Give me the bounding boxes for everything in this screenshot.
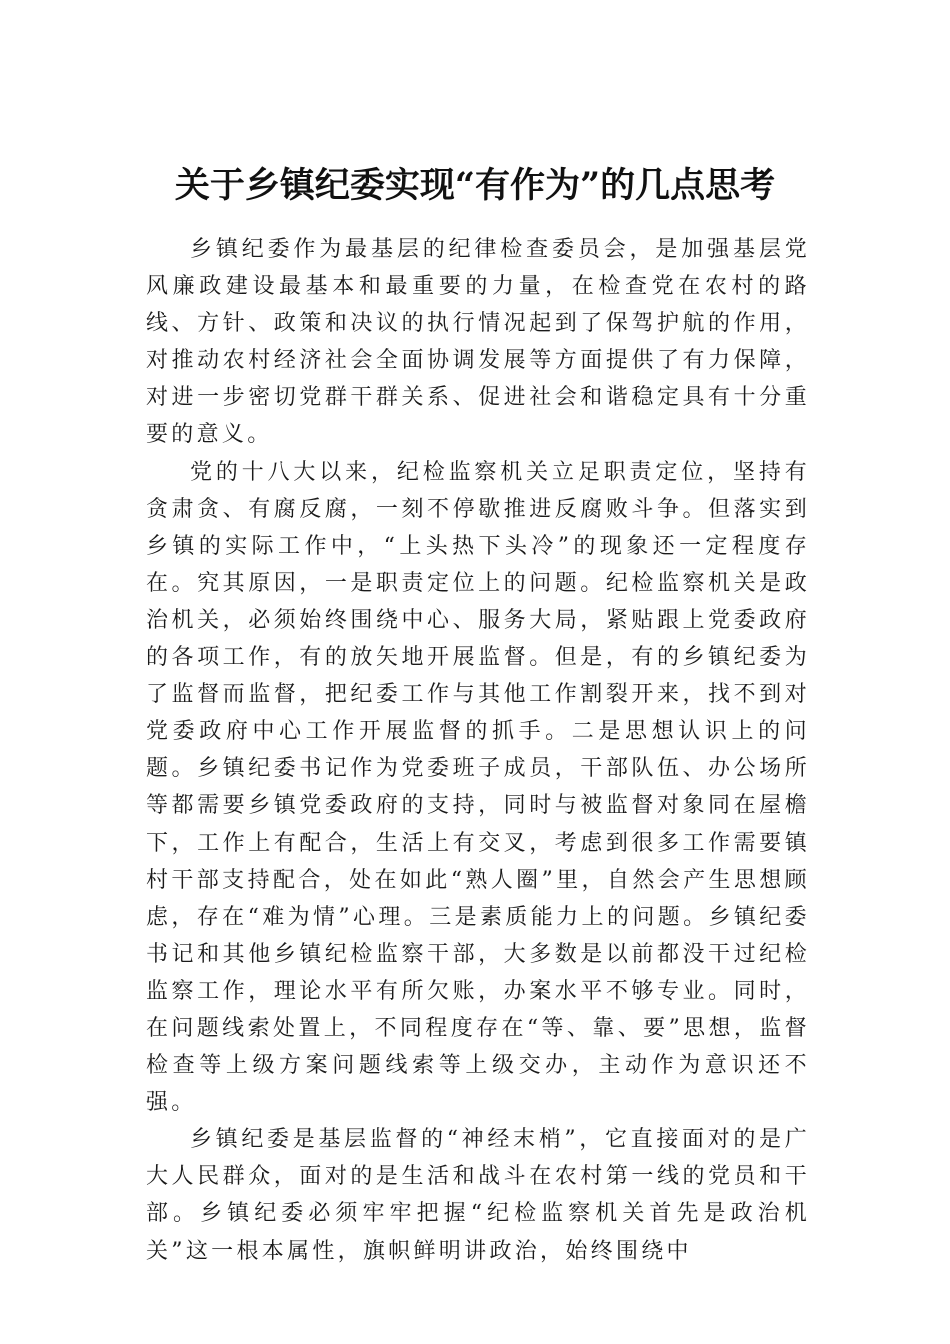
- document-title: 关于乡镇纪委实现“有作为”的几点思考: [174, 165, 776, 206]
- paragraph-1: 乡镇纪委作为最基层的纪律检查委员会，是加强基层党风廉政建设最基本和最重要的力量，在检查党在农村的路线、方针、政策和决议的执行情况起到了保驾护航的作用，对推动农村经济社会全面协调发展等方面提供了有力保障，对进一步密切党群干群关系、促进社会和谐稳定具有十分重要的意义。: [146, 237, 810, 448]
- paragraph-2: 党的十八大以来，纪检监察机关立足职责定位，坚持有贪肃贪、有腐反腐，一刻不停歇推进反腐败斗争。但落实到乡镇的实际工作中，“上头热下头冷”的现象还一定程度存在。究其原因，一是职责定位上的问题。纪检监察机关是政治机关，必须始终围绕中心、服务大局，紧贴跟上党委政府的各项工作，有的放矢地开展监督。但是，有的乡镇纪委为了监督而监督，把纪委工作与其他工作割裂开来，找不到对党委政府中心工作开展监督的抓手。二是思想认识上的问题。乡镇纪委书记作为党委班子成员，干部队伍、办公场所等都需要乡镇党委政府的支持，同时与被监督对象同在屋檐下，工作上有配合，生活上有交叉，考虑到很多工作需要镇村干部支持配合，处在如此“熟人圈”里，自然会产生思想顾虑，存在“难为情”心理。三是素质能力上的问题。乡镇纪委书记和其他乡镇纪检监察干部，大多数是以前都没干过纪检监察工作，理论水平有所欠账，办案水平不够专业。同时，在问题线索处置上，不同程度存在“等、靠、要”思想，监督检查等上级方案问题线索等上级交办，主动作为意识还不强。: [146, 459, 810, 1116]
- document-body: [146, 231, 810, 1270]
- paragraph-3: 乡镇纪委是基层监督的“神经末梢”，它直接面对的是广大人民群众，面对的是生活和战斗在农村第一线的党员和干部。乡镇纪委必须牢牢把握“纪检监察机关首先是政治机关”这一根本属性，旗帜鲜明讲政治，始终围绕中: [146, 1127, 810, 1264]
